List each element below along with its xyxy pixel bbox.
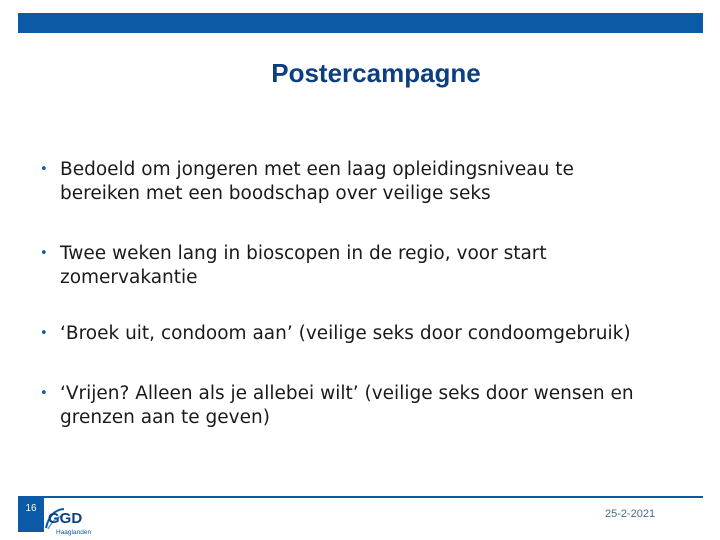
- bullet-item: [40, 242, 720, 290]
- header-bar: [18, 13, 703, 33]
- bullet-item: [40, 158, 720, 206]
- logo-wordmark: GGD: [48, 510, 83, 527]
- bullet-item: [40, 382, 720, 430]
- bullet-item: [40, 322, 720, 346]
- bullet-text: ‘Vrijen? Alleen als je allebei wilt’ (veilige seks door wensen en grenzen aan te geven): [60, 383, 634, 428]
- bullet-dot-icon: •: [40, 386, 48, 401]
- slide-title: Postercampagne: [271, 58, 481, 88]
- logo-subtitle: Haaglanden: [56, 529, 92, 536]
- page-number: 16: [18, 496, 44, 532]
- bullet-dot-icon: •: [40, 326, 48, 341]
- bullet-text: Twee weken lang in bioscopen in de regio, voor start zomervakantie: [60, 243, 547, 288]
- bullet-text: ‘Broek uit, condoom aan’ (veilige seks door condoomgebruik): [60, 323, 631, 344]
- bullet-dot-icon: •: [40, 162, 48, 177]
- bullet-text: Bedoeld om jongeren met een laag opleidingsniveau te bereiken met een boodschap over veilige seks: [60, 159, 574, 204]
- ggd-logo: [44, 506, 94, 538]
- slide-date: 25-2-2021: [605, 508, 656, 520]
- bullet-dot-icon: •: [40, 246, 48, 261]
- footer-divider: [18, 496, 703, 498]
